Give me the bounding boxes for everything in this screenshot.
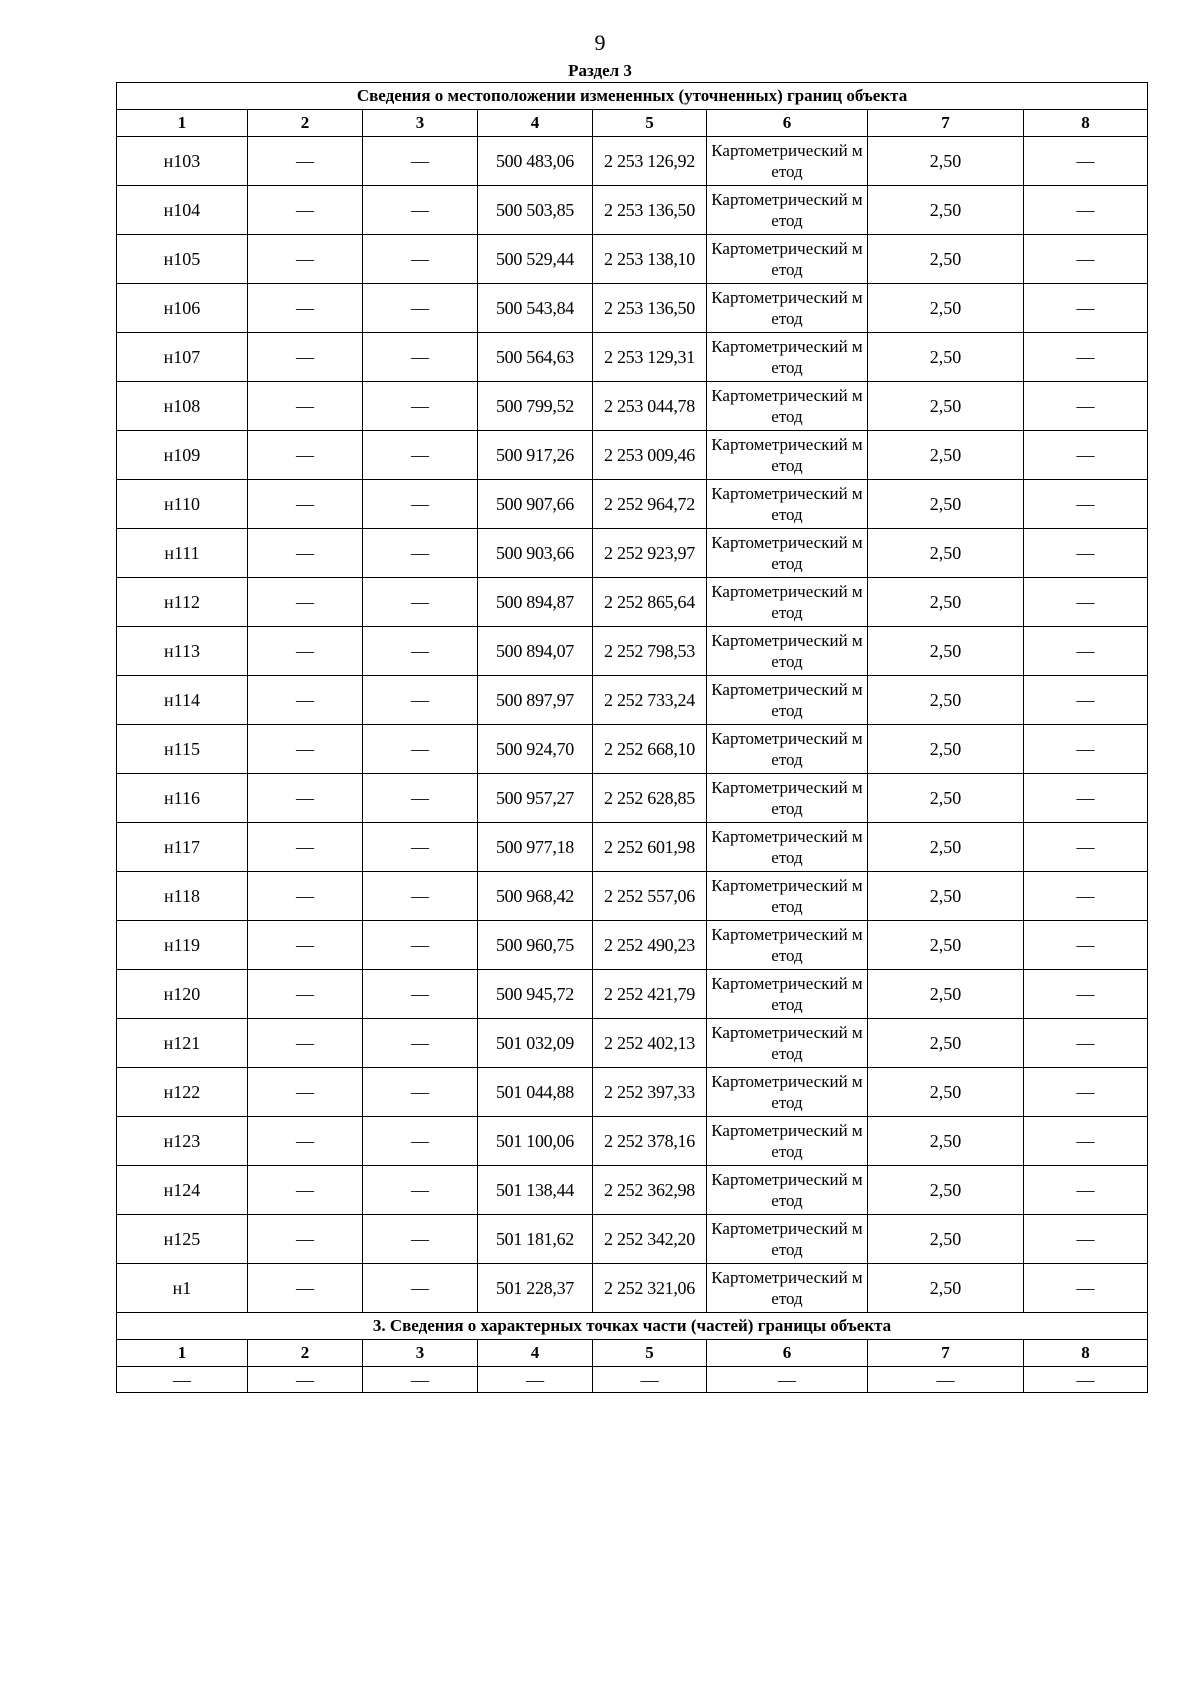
table2-header-cell: 7	[868, 1340, 1024, 1367]
cell-accuracy: 2,50	[868, 1068, 1024, 1117]
cell-col-8: —	[1024, 1166, 1148, 1215]
cell-coord-x: 501 044,88	[478, 1068, 593, 1117]
page-number: 9	[594, 30, 606, 55]
cell-col-3: —	[363, 725, 478, 774]
cell-accuracy: 2,50	[868, 431, 1024, 480]
table1-header-cell: 3	[363, 110, 478, 137]
cell-col-3: —	[363, 333, 478, 382]
table-row	[117, 431, 1148, 480]
table1-header-cell: 1	[117, 110, 248, 137]
boundary-points-table	[116, 82, 1148, 1393]
cell-point-number: н109	[117, 431, 248, 480]
cell-method: Картометрический метод	[707, 921, 868, 970]
cell-method: Картометрический метод	[707, 1117, 868, 1166]
cell-accuracy: 2,50	[868, 1166, 1024, 1215]
cell-method: Картометрический метод	[707, 872, 868, 921]
cell-col-2: —	[248, 529, 363, 578]
table-row	[117, 284, 1148, 333]
cell-col-8: —	[1024, 431, 1148, 480]
cell-accuracy: 2,50	[868, 921, 1024, 970]
table2-header-cell: 3	[363, 1340, 478, 1367]
cell-point-number: н115	[117, 725, 248, 774]
cell-coord-y: 2 252 601,98	[593, 823, 707, 872]
cell-method: Картометрический метод	[707, 333, 868, 382]
cell-coord-x: 500 968,42	[478, 872, 593, 921]
cell-coord-y: 2 252 628,85	[593, 774, 707, 823]
table-row	[117, 872, 1148, 921]
cell-method: Картометрический метод	[707, 480, 868, 529]
cell-col-2: —	[248, 627, 363, 676]
cell-coord-x: 501 181,62	[478, 1215, 593, 1264]
cell-coord-y: 2 252 342,20	[593, 1215, 707, 1264]
cell-method: Картометрический метод	[707, 235, 868, 284]
cell-point-number: —	[117, 1367, 248, 1393]
cell-col-3: —	[363, 921, 478, 970]
cell-coord-y: 2 252 557,06	[593, 872, 707, 921]
cell-col-8: —	[1024, 235, 1148, 284]
cell-point-number: н112	[117, 578, 248, 627]
cell-coord-x: 500 564,63	[478, 333, 593, 382]
cell-coord-x: 500 960,75	[478, 921, 593, 970]
cell-accuracy: 2,50	[868, 382, 1024, 431]
cell-method: Картометрический метод	[707, 725, 868, 774]
cell-point-number: н1	[117, 1264, 248, 1313]
cell-col-8: —	[1024, 1367, 1148, 1393]
cell-col-3: —	[363, 529, 478, 578]
cell-method: Картометрический метод	[707, 823, 868, 872]
cell-col-2: —	[248, 235, 363, 284]
table1-header-cell: 6	[707, 110, 868, 137]
cell-coord-x: 500 957,27	[478, 774, 593, 823]
cell-accuracy: 2,50	[868, 872, 1024, 921]
cell-col-2: —	[248, 725, 363, 774]
table-row	[117, 1367, 1148, 1393]
cell-col-8: —	[1024, 676, 1148, 725]
table1-title: Сведения о местоположении измененных (уточненных) границ объекта	[117, 83, 1148, 110]
table2-header-cell: 6	[707, 1340, 868, 1367]
cell-col-8: —	[1024, 823, 1148, 872]
cell-coord-x: 500 945,72	[478, 970, 593, 1019]
cell-point-number: н114	[117, 676, 248, 725]
cell-coord-y: 2 253 136,50	[593, 284, 707, 333]
cell-col-3: —	[363, 1019, 478, 1068]
cell-point-number: н123	[117, 1117, 248, 1166]
cell-col-3: —	[363, 578, 478, 627]
cell-accuracy: 2,50	[868, 627, 1024, 676]
table-body	[117, 83, 1148, 1393]
cell-coord-x: 501 228,37	[478, 1264, 593, 1313]
cell-col-3: —	[363, 627, 478, 676]
cell-point-number: н125	[117, 1215, 248, 1264]
table-row	[117, 1068, 1148, 1117]
cell-col-3: —	[363, 137, 478, 186]
cell-method: Картометрический метод	[707, 431, 868, 480]
table-row	[117, 1166, 1148, 1215]
cell-accuracy: 2,50	[868, 970, 1024, 1019]
cell-col-8: —	[1024, 1019, 1148, 1068]
cell-col-8: —	[1024, 529, 1148, 578]
cell-coord-y: —	[593, 1367, 707, 1393]
cell-col-3: —	[363, 1117, 478, 1166]
cell-col-2: —	[248, 970, 363, 1019]
cell-coord-y: 2 252 923,97	[593, 529, 707, 578]
cell-coord-x: 500 924,70	[478, 725, 593, 774]
cell-method: Картометрический метод	[707, 1215, 868, 1264]
cell-coord-x: —	[478, 1367, 593, 1393]
cell-col-2: —	[248, 1068, 363, 1117]
cell-coord-x: 500 503,85	[478, 186, 593, 235]
cell-col-2: —	[248, 382, 363, 431]
cell-point-number: н121	[117, 1019, 248, 1068]
cell-accuracy: 2,50	[868, 676, 1024, 725]
cell-point-number: н124	[117, 1166, 248, 1215]
cell-coord-x: 501 100,06	[478, 1117, 593, 1166]
cell-coord-y: 2 252 733,24	[593, 676, 707, 725]
cell-col-3: —	[363, 1367, 478, 1393]
table-row	[117, 1019, 1148, 1068]
cell-col-3: —	[363, 970, 478, 1019]
cell-coord-x: 500 903,66	[478, 529, 593, 578]
cell-col-3: —	[363, 382, 478, 431]
cell-col-2: —	[248, 872, 363, 921]
cell-col-8: —	[1024, 284, 1148, 333]
cell-col-2: —	[248, 578, 363, 627]
cell-coord-x: 501 138,44	[478, 1166, 593, 1215]
table-row	[117, 676, 1148, 725]
cell-col-8: —	[1024, 186, 1148, 235]
cell-coord-y: 2 252 378,16	[593, 1117, 707, 1166]
cell-coord-x: 500 483,06	[478, 137, 593, 186]
cell-coord-y: 2 252 668,10	[593, 725, 707, 774]
cell-method: Картометрический метод	[707, 284, 868, 333]
cell-coord-x: 500 917,26	[478, 431, 593, 480]
cell-coord-y: 2 253 136,50	[593, 186, 707, 235]
table2-title-row	[117, 1313, 1148, 1340]
table2-header-cell: 1	[117, 1340, 248, 1367]
cell-coord-x: 500 977,18	[478, 823, 593, 872]
table-row	[117, 1215, 1148, 1264]
cell-method: Картометрический метод	[707, 627, 868, 676]
cell-accuracy: 2,50	[868, 333, 1024, 382]
cell-accuracy: 2,50	[868, 578, 1024, 627]
table-row	[117, 333, 1148, 382]
table2-header-cell: 5	[593, 1340, 707, 1367]
cell-method: Картометрический метод	[707, 186, 868, 235]
cell-coord-x: 500 799,52	[478, 382, 593, 431]
cell-col-2: —	[248, 1215, 363, 1264]
cell-coord-x: 500 529,44	[478, 235, 593, 284]
cell-col-3: —	[363, 774, 478, 823]
cell-col-2: —	[248, 774, 363, 823]
table-row	[117, 823, 1148, 872]
cell-coord-x: 500 894,07	[478, 627, 593, 676]
cell-accuracy: 2,50	[868, 1215, 1024, 1264]
cell-point-number: н104	[117, 186, 248, 235]
cell-coord-y: 2 252 421,79	[593, 970, 707, 1019]
table2-title: 3. Сведения о характерных точках части (частей) границы объекта	[117, 1313, 1148, 1340]
table-row	[117, 1117, 1148, 1166]
cell-coord-y: 2 252 397,33	[593, 1068, 707, 1117]
cell-coord-y: 2 252 321,06	[593, 1264, 707, 1313]
cell-col-8: —	[1024, 774, 1148, 823]
cell-point-number: н111	[117, 529, 248, 578]
cell-method: Картометрический метод	[707, 578, 868, 627]
cell-col-8: —	[1024, 627, 1148, 676]
cell-accuracy: 2,50	[868, 774, 1024, 823]
cell-coord-x: 500 897,97	[478, 676, 593, 725]
table1-header-cell: 5	[593, 110, 707, 137]
table2-header-row	[117, 1340, 1148, 1367]
cell-point-number: н105	[117, 235, 248, 284]
cell-coord-y: 2 252 798,53	[593, 627, 707, 676]
cell-col-8: —	[1024, 137, 1148, 186]
cell-col-3: —	[363, 1215, 478, 1264]
cell-coord-y: 2 252 964,72	[593, 480, 707, 529]
table-row	[117, 774, 1148, 823]
cell-col-2: —	[248, 1019, 363, 1068]
cell-method: Картометрический метод	[707, 137, 868, 186]
cell-col-3: —	[363, 235, 478, 284]
cell-point-number: н118	[117, 872, 248, 921]
cell-col-2: —	[248, 676, 363, 725]
cell-col-8: —	[1024, 921, 1148, 970]
cell-point-number: н122	[117, 1068, 248, 1117]
cell-accuracy: —	[868, 1367, 1024, 1393]
cell-point-number: н120	[117, 970, 248, 1019]
cell-point-number: н110	[117, 480, 248, 529]
cell-col-8: —	[1024, 1215, 1148, 1264]
cell-col-2: —	[248, 1264, 363, 1313]
section-title: Раздел 3	[568, 61, 632, 80]
cell-col-3: —	[363, 431, 478, 480]
cell-coord-x: 500 907,66	[478, 480, 593, 529]
cell-coord-x: 500 894,87	[478, 578, 593, 627]
cell-point-number: н117	[117, 823, 248, 872]
cell-point-number: н106	[117, 284, 248, 333]
cell-col-3: —	[363, 676, 478, 725]
cell-accuracy: 2,50	[868, 529, 1024, 578]
cell-point-number: н113	[117, 627, 248, 676]
cell-col-8: —	[1024, 578, 1148, 627]
table-row	[117, 627, 1148, 676]
table-row	[117, 480, 1148, 529]
cell-col-2: —	[248, 823, 363, 872]
cell-col-2: —	[248, 137, 363, 186]
cell-point-number: н119	[117, 921, 248, 970]
cell-col-3: —	[363, 1264, 478, 1313]
cell-coord-y: 2 253 126,92	[593, 137, 707, 186]
cell-method: —	[707, 1367, 868, 1393]
table-row	[117, 529, 1148, 578]
cell-accuracy: 2,50	[868, 284, 1024, 333]
cell-method: Картометрический метод	[707, 1068, 868, 1117]
table-row	[117, 186, 1148, 235]
cell-coord-y: 2 252 402,13	[593, 1019, 707, 1068]
cell-col-3: —	[363, 1068, 478, 1117]
table-row	[117, 137, 1148, 186]
table1-title-row	[117, 83, 1148, 110]
table-row	[117, 235, 1148, 284]
table1-header-cell: 8	[1024, 110, 1148, 137]
cell-col-8: —	[1024, 970, 1148, 1019]
cell-col-8: —	[1024, 480, 1148, 529]
cell-method: Картометрический метод	[707, 1264, 868, 1313]
cell-col-2: —	[248, 333, 363, 382]
cell-col-3: —	[363, 1166, 478, 1215]
table-row	[117, 921, 1148, 970]
cell-point-number: н116	[117, 774, 248, 823]
cell-accuracy: 2,50	[868, 137, 1024, 186]
table1-header-cell: 2	[248, 110, 363, 137]
cell-coord-x: 500 543,84	[478, 284, 593, 333]
cell-point-number: н108	[117, 382, 248, 431]
cell-point-number: н107	[117, 333, 248, 382]
cell-col-8: —	[1024, 1264, 1148, 1313]
cell-accuracy: 2,50	[868, 480, 1024, 529]
cell-coord-x: 501 032,09	[478, 1019, 593, 1068]
cell-method: Картометрический метод	[707, 529, 868, 578]
cell-col-2: —	[248, 921, 363, 970]
cell-method: Картометрический метод	[707, 774, 868, 823]
table2-header-cell: 8	[1024, 1340, 1148, 1367]
cell-col-2: —	[248, 186, 363, 235]
cell-method: Картометрический метод	[707, 1166, 868, 1215]
cell-col-8: —	[1024, 333, 1148, 382]
table2-header-cell: 4	[478, 1340, 593, 1367]
cell-col-2: —	[248, 1117, 363, 1166]
table1-header-row	[117, 110, 1148, 137]
table-row	[117, 382, 1148, 431]
cell-col-8: —	[1024, 1117, 1148, 1166]
cell-coord-y: 2 253 129,31	[593, 333, 707, 382]
cell-accuracy: 2,50	[868, 1117, 1024, 1166]
cell-coord-y: 2 253 009,46	[593, 431, 707, 480]
table-row	[117, 578, 1148, 627]
table1-header-cell: 4	[478, 110, 593, 137]
cell-col-2: —	[248, 1367, 363, 1393]
cell-col-8: —	[1024, 725, 1148, 774]
cell-coord-y: 2 253 044,78	[593, 382, 707, 431]
table-row	[117, 725, 1148, 774]
cell-col-8: —	[1024, 872, 1148, 921]
cell-coord-y: 2 253 138,10	[593, 235, 707, 284]
cell-accuracy: 2,50	[868, 823, 1024, 872]
cell-col-2: —	[248, 431, 363, 480]
cell-col-2: —	[248, 1166, 363, 1215]
cell-col-3: —	[363, 186, 478, 235]
cell-coord-y: 2 252 490,23	[593, 921, 707, 970]
table-row	[117, 1264, 1148, 1313]
cell-col-3: —	[363, 480, 478, 529]
cell-col-2: —	[248, 284, 363, 333]
cell-accuracy: 2,50	[868, 1019, 1024, 1068]
cell-accuracy: 2,50	[868, 725, 1024, 774]
table-row	[117, 970, 1148, 1019]
cell-method: Картометрический метод	[707, 1019, 868, 1068]
cell-accuracy: 2,50	[868, 235, 1024, 284]
cell-method: Картометрический метод	[707, 676, 868, 725]
cell-col-3: —	[363, 872, 478, 921]
cell-col-8: —	[1024, 1068, 1148, 1117]
cell-accuracy: 2,50	[868, 1264, 1024, 1313]
table1-header-cell: 7	[868, 110, 1024, 137]
table2-header-cell: 2	[248, 1340, 363, 1367]
cell-col-2: —	[248, 480, 363, 529]
cell-accuracy: 2,50	[868, 186, 1024, 235]
cell-method: Картометрический метод	[707, 970, 868, 1019]
cell-method: Картометрический метод	[707, 382, 868, 431]
cell-col-8: —	[1024, 382, 1148, 431]
cell-coord-y: 2 252 362,98	[593, 1166, 707, 1215]
cell-col-3: —	[363, 284, 478, 333]
cell-point-number: н103	[117, 137, 248, 186]
cell-col-3: —	[363, 823, 478, 872]
cell-coord-y: 2 252 865,64	[593, 578, 707, 627]
